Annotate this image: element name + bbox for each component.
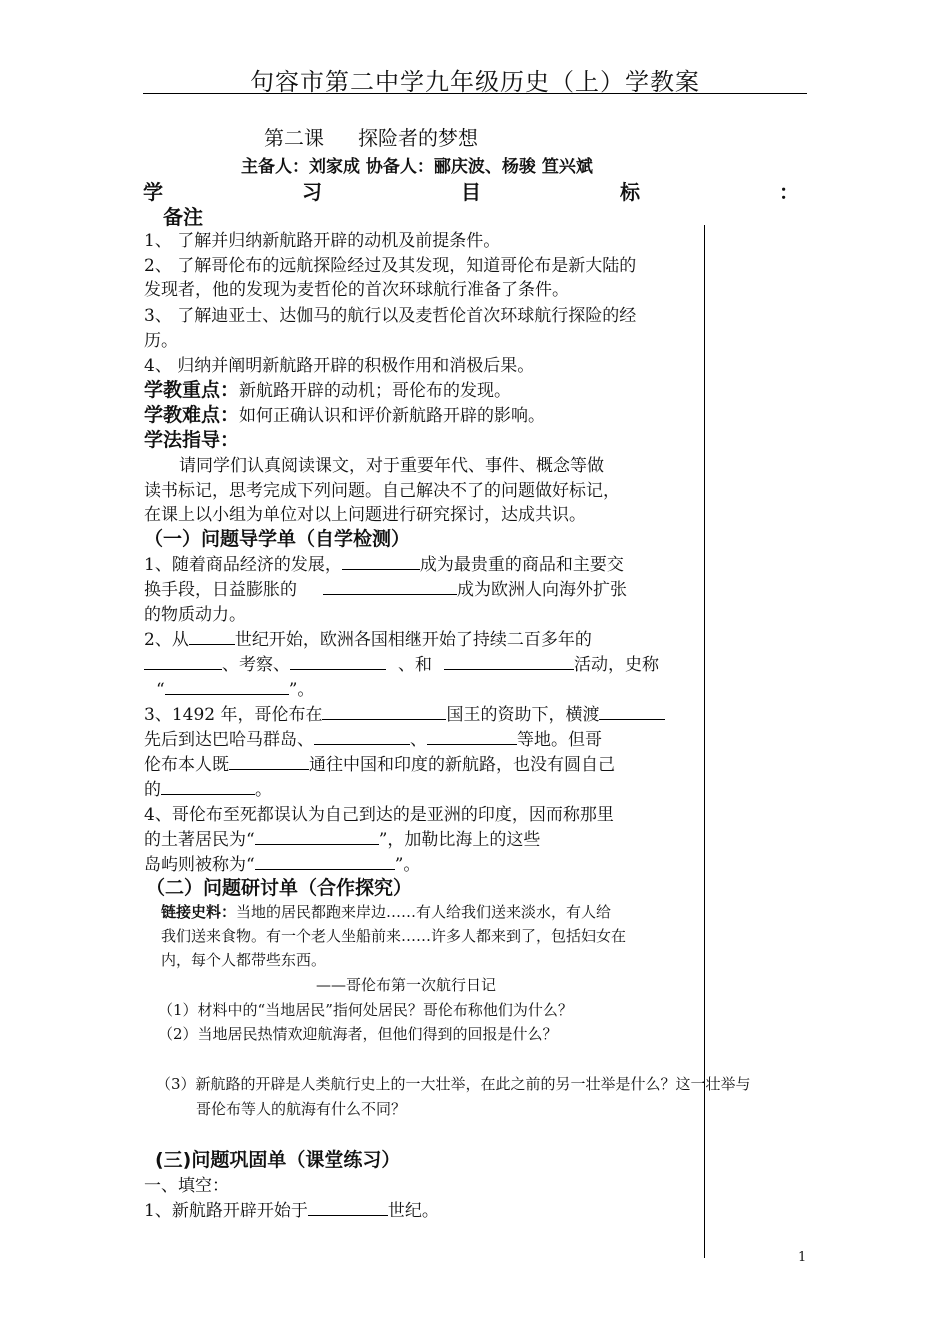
text-span: 活动，史称 xyxy=(574,655,659,675)
source-line1 xyxy=(161,901,611,922)
discussion-question-3-line1: （3）新航路的开辟是人类航行史上的一大壮举，在此之前的另一壮举是什么？这一壮举与 xyxy=(156,1075,751,1093)
text-span: “ xyxy=(156,680,165,700)
method-text-line: 在课上以小组为单位对以上问题进行研究探讨，达成共识。 xyxy=(144,505,586,525)
goals-heading-char: 目 xyxy=(461,180,481,204)
goals-heading-char: 标 xyxy=(620,180,640,204)
s1-q3-line2 xyxy=(144,725,602,750)
text-span: 、和 xyxy=(398,655,432,675)
text-span: 岛屿则被称为“ xyxy=(144,855,255,875)
header-rule xyxy=(143,93,807,94)
text-span: 3、1492 年，哥伦布在 xyxy=(144,705,323,725)
fill-blank[interactable] xyxy=(322,703,446,720)
goal-item: 3、 了解迪亚士、达伽马的航行以及麦哲伦首次环球航行探险的经 xyxy=(144,306,637,326)
source-line3: 内，每个人都带些东西。 xyxy=(161,951,327,969)
focus-text: 新航路开辟的动机；哥伦布的发现。 xyxy=(239,381,512,401)
s1-q2-line3 xyxy=(156,675,314,700)
lesson-number: 第二课 xyxy=(264,126,324,150)
fill-blank[interactable] xyxy=(189,628,235,645)
fill-blank[interactable] xyxy=(165,678,289,695)
s1-q3-line4 xyxy=(144,775,272,800)
section3-subheading: 一、填空： xyxy=(144,1176,229,1196)
section2-title: （二）问题研讨单（合作探究） xyxy=(146,877,413,899)
notes-column-divider xyxy=(704,225,705,1258)
text-span: 世纪。 xyxy=(387,1201,439,1221)
method-text-line: 请同学们认真阅读课文，对于重要年代、事件、概念等做 xyxy=(179,456,604,476)
document-header-title: 句容市第二中学九年级历史（上）学教案 xyxy=(250,68,700,96)
fill-blank[interactable] xyxy=(444,653,574,670)
lesson-name: 探险者的梦想 xyxy=(358,126,478,150)
goal-item: 2、 了解哥伦布的远航探险经过及其发现，知道哥伦布是新大陆的 xyxy=(144,256,637,276)
method-text-line: 读书标记，思考完成下列问题。自己解决不了的问题做好标记， xyxy=(144,481,620,501)
s1-q4-line2 xyxy=(144,825,540,850)
fill-blank[interactable] xyxy=(255,853,395,870)
goal-item: 发现者，他的发现为麦哲伦的首次环球航行准备了条件。 xyxy=(144,280,569,300)
text-span: 当地的居民都跑来岸边……有人给我们送来淡水，有人给 xyxy=(236,903,612,921)
source-line2: 我们送来食物。有一个老人坐船前来……许多人都来到了，包括妇女在 xyxy=(161,927,627,945)
goals-heading-char: ： xyxy=(779,180,799,204)
text-span: 国王的资助下，横渡 xyxy=(446,705,600,725)
s3-q1 xyxy=(144,1196,439,1221)
goals-heading xyxy=(143,176,799,205)
text-span: ”，加勒比海上的这些 xyxy=(378,830,541,850)
text-span: 1、新航路开辟开始于 xyxy=(144,1201,308,1221)
text-span: ”。 xyxy=(394,855,421,875)
fill-blank[interactable] xyxy=(161,778,255,795)
text-span: 。 xyxy=(255,780,272,800)
discussion-question-2: （2）当地居民热情欢迎航海者，但他们得到的回报是什么？ xyxy=(158,1025,558,1043)
method-label: 学法指导： xyxy=(144,429,240,451)
fill-blank[interactable] xyxy=(229,753,309,770)
notes-label: 备注 xyxy=(163,205,203,229)
difficulty-label: 学教难点： xyxy=(144,404,240,426)
page-number: 1 xyxy=(798,1250,807,1265)
text-span: 成为欧洲人向海外扩张 xyxy=(457,580,627,600)
source-label: 链接史料： xyxy=(161,903,237,921)
fill-blank[interactable] xyxy=(427,728,517,745)
discussion-question-1: （1）材料中的“当地居民”指何处居民？哥伦布称他们为什么？ xyxy=(158,1001,573,1019)
focus-line xyxy=(144,375,511,402)
goals-heading-char: 学 xyxy=(143,180,163,204)
text-span: 换手段，日益膨胀的 xyxy=(144,580,297,600)
fill-blank[interactable] xyxy=(342,553,420,570)
authors-line: 主备人：刘家成 协备人：郦庆波、杨骏 笪兴斌 xyxy=(241,157,593,177)
text-span: 世纪开始，欧洲各国相继开始了持续二百多年的 xyxy=(234,630,592,650)
text-span: ”。 xyxy=(288,680,315,700)
section3-title: (三)问题巩固单（课堂练习） xyxy=(155,1149,401,1171)
s1-q1-line1 xyxy=(144,550,624,575)
difficulty-line xyxy=(144,400,545,427)
text-span: 的土著居民为“ xyxy=(144,830,255,850)
text-span: 先后到达巴哈马群岛、 xyxy=(144,730,314,750)
text-span: 通往中国和印度的新航路，也没有圆自己 xyxy=(309,755,615,775)
focus-label: 学教重点： xyxy=(144,379,240,401)
s1-q2-line1 xyxy=(144,625,592,650)
section1-title: （一）问题导学单（自学检测） xyxy=(144,528,411,550)
s1-q2-line2 xyxy=(144,650,659,675)
lesson-title xyxy=(264,122,478,151)
fill-blank[interactable] xyxy=(290,653,386,670)
discussion-question-3-line2: 哥伦布等人的航海有什么不同？ xyxy=(196,1100,407,1118)
text-span: 成为最贵重的商品和主要交 xyxy=(419,555,624,575)
text-span: 1、随着商品经济的发展， xyxy=(144,555,342,575)
goals-heading-char: 习 xyxy=(302,180,322,204)
fill-blank[interactable] xyxy=(255,828,379,845)
difficulty-text: 如何正确认识和评价新航路开辟的影响。 xyxy=(239,406,546,426)
text-span: 、考察、 xyxy=(222,655,290,675)
text-span: 的 xyxy=(144,780,161,800)
fill-blank[interactable] xyxy=(323,578,457,595)
s1-q4-line3 xyxy=(144,850,420,875)
text-span: 等地。但哥 xyxy=(517,730,602,750)
s1-q1-line2 xyxy=(144,575,627,600)
fill-blank[interactable] xyxy=(314,728,410,745)
goal-item: 1、 了解并归纳新航路开辟的动机及前提条件。 xyxy=(144,231,501,251)
s1-q1-line3: 的物质动力。 xyxy=(144,605,246,625)
s1-q4-line1: 4、哥伦布至死都误认为自己到达的是亚洲的印度，因而称那里 xyxy=(144,805,614,825)
goal-item: 历。 xyxy=(144,331,178,351)
fill-blank[interactable] xyxy=(308,1199,388,1216)
goal-item: 4、 归纳并阐明新航路开辟的积极作用和消极后果。 xyxy=(144,356,535,376)
text-span: 2、从 xyxy=(144,630,189,650)
fill-blank[interactable] xyxy=(599,703,665,720)
s1-q3-line1 xyxy=(144,700,665,725)
text-span: 、 xyxy=(410,730,427,750)
fill-blank[interactable] xyxy=(144,653,222,670)
text-span: 伦布本人既 xyxy=(144,755,229,775)
s1-q3-line3 xyxy=(144,750,615,775)
source-attribution: ——哥伦布第一次航行日记 xyxy=(316,976,497,994)
